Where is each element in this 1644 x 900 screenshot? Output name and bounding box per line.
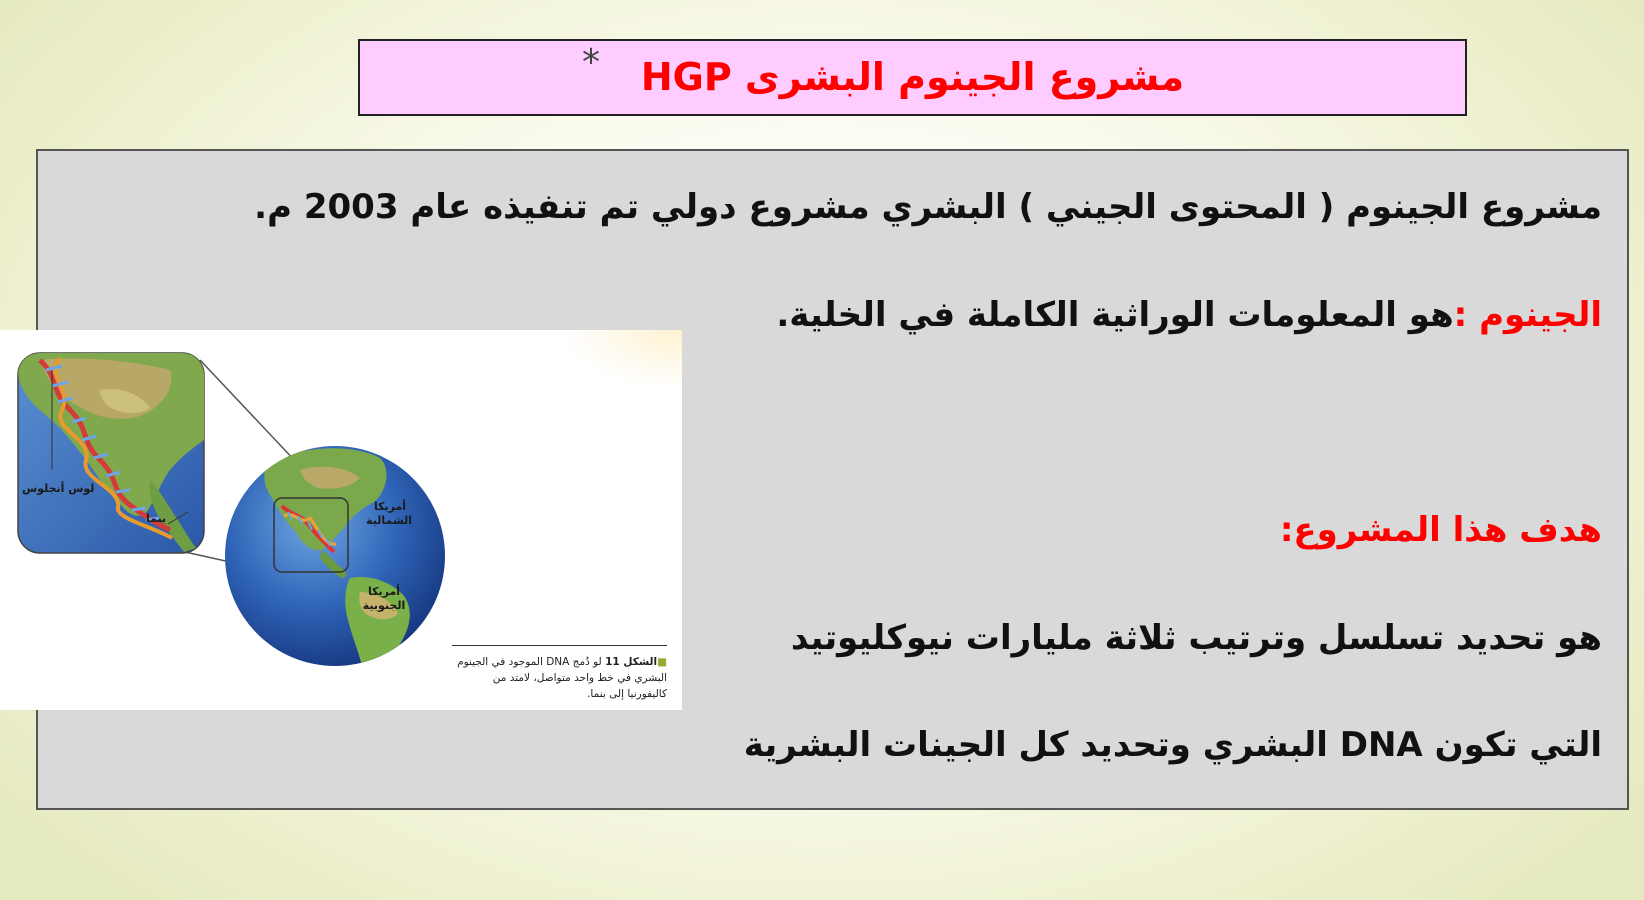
slide-title: مشروع الجينوم البشرى HGP [640,55,1185,99]
intro-text: مشروع الجينوم ( المحتوى الجيني ) البشري مشروع دولي تم تنفيذه عام 2003 م. [254,187,1602,227]
inset-map [18,353,204,553]
title-banner [358,39,1467,116]
asterisk-icon: * [582,42,600,83]
genome-definition: هو المعلومات الوراثية الكاملة في الخلية. [776,295,1454,335]
label-los-angeles: لوس أنجلوس [22,482,95,495]
label-north-america: أمريكا الشمالية [366,500,412,527]
figure-caption: ■الشكل 11 لو دُمج DNA الموجود في الجينوم البشري في خط واحد متواصل، لامتد من كاليفورنيا إلى بنما. [452,645,667,702]
globe [225,446,445,679]
genome-definition-line [776,292,1602,338]
goal-heading: هدف هذا المشروع: [1279,510,1602,550]
genome-term: الجينوم : [1453,295,1602,335]
goal-text-line-2: التي تكون DNA البشري وتحديد كل الجينات البشرية [743,725,1602,765]
caption-label: الشكل 11 [605,656,658,668]
goal-text-line-1: هو تحديد تسلسل وترتيب ثلاثة مليارات نيوكليوتيد [790,618,1602,658]
label-south-america: أمريكا الجنوبية [362,585,406,612]
dna-globe-figure [0,330,682,710]
label-panama: بنما [146,512,167,525]
caption-text: لو دُمج DNA الموجود في الجينوم البشري في خط واحد متواصل، لامتد من كاليفورنيا إلى بنما. [457,656,667,700]
